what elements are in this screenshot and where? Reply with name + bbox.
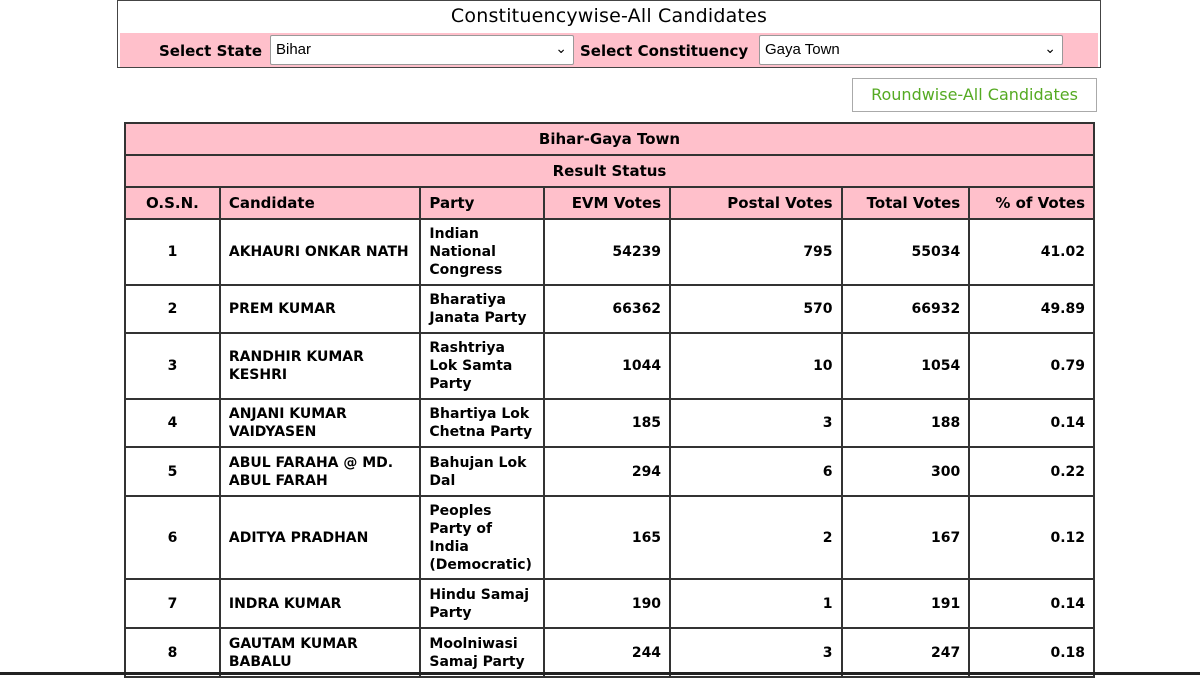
- constituency-select[interactable]: [759, 35, 1063, 65]
- candidate-cell: AKHAURI ONKAR NATH: [220, 219, 421, 285]
- percent-votes-cell: 0.79: [969, 333, 1094, 399]
- postal-votes-cell: 2: [670, 496, 841, 579]
- percent-votes-cell: 0.14: [969, 579, 1094, 628]
- total-votes-cell: 55034: [842, 219, 970, 285]
- percent-votes-cell: 41.02: [969, 219, 1094, 285]
- osn-cell: 8: [125, 628, 220, 677]
- column-header-osn: O.S.N.: [125, 187, 220, 219]
- table-row: [125, 399, 1094, 447]
- evm-votes-cell: 294: [544, 447, 670, 496]
- total-votes-cell: 188: [842, 399, 970, 447]
- osn-cell: 7: [125, 579, 220, 628]
- state-label: Select State: [159, 42, 263, 60]
- party-cell: Moolniwasi Samaj Party: [420, 628, 544, 677]
- osn-cell: 2: [125, 285, 220, 333]
- total-votes-cell: 247: [842, 628, 970, 677]
- column-header-percent-votes: % of Votes: [969, 187, 1094, 219]
- party-cell: Hindu Samaj Party: [420, 579, 544, 628]
- evm-votes-cell: 185: [544, 399, 670, 447]
- state-select[interactable]: [270, 35, 574, 65]
- result-status-heading: Result Status: [125, 155, 1094, 187]
- evm-votes-cell: 66362: [544, 285, 670, 333]
- chevron-down-icon: ⌄: [555, 40, 567, 56]
- party-cell: Rashtriya Lok Samta Party: [420, 333, 544, 399]
- postal-votes-cell: 1: [670, 579, 841, 628]
- table-row: [125, 219, 1094, 285]
- evm-votes-cell: 1044: [544, 333, 670, 399]
- table-row: [125, 447, 1094, 496]
- table-row: [125, 496, 1094, 579]
- party-cell: Bharatiya Janata Party: [420, 285, 544, 333]
- percent-votes-cell: 0.18: [969, 628, 1094, 677]
- postal-votes-cell: 6: [670, 447, 841, 496]
- select-row: [120, 33, 1098, 67]
- constituency-select-value: Gaya Town: [765, 41, 840, 58]
- column-header-candidate: Candidate: [220, 187, 421, 219]
- postal-votes-cell: 10: [670, 333, 841, 399]
- osn-cell: 1: [125, 219, 220, 285]
- chevron-down-icon: ⌄: [1044, 40, 1056, 56]
- page-title: Constituencywise-All Candidates: [450, 5, 768, 27]
- total-votes-cell: 191: [842, 579, 970, 628]
- party-cell: Peoples Party of India (Democratic): [420, 496, 544, 579]
- results-table: [124, 122, 1095, 678]
- evm-votes-cell: 54239: [544, 219, 670, 285]
- evm-votes-cell: 165: [544, 496, 670, 579]
- constituency-filter-panel: [117, 0, 1101, 68]
- evm-votes-cell: 190: [544, 579, 670, 628]
- evm-votes-cell: 244: [544, 628, 670, 677]
- total-votes-cell: 167: [842, 496, 970, 579]
- column-header-total-votes: Total Votes: [842, 187, 970, 219]
- percent-votes-cell: 0.12: [969, 496, 1094, 579]
- total-votes-cell: 66932: [842, 285, 970, 333]
- party-cell: Indian National Congress: [420, 219, 544, 285]
- candidate-cell: INDRA KUMAR: [220, 579, 421, 628]
- percent-votes-cell: 49.89: [969, 285, 1094, 333]
- column-header-evm-votes: EVM Votes: [544, 187, 670, 219]
- candidate-cell: ANJANI KUMAR VAIDYASEN: [220, 399, 421, 447]
- table-row: [125, 333, 1094, 399]
- constituency-heading: Bihar-Gaya Town: [125, 123, 1094, 155]
- postal-votes-cell: 3: [670, 628, 841, 677]
- candidate-cell: PREM KUMAR: [220, 285, 421, 333]
- party-cell: Bhartiya Lok Chetna Party: [420, 399, 544, 447]
- osn-cell: 4: [125, 399, 220, 447]
- candidate-cell: RANDHIR KUMAR KESHRI: [220, 333, 421, 399]
- osn-cell: 6: [125, 496, 220, 579]
- percent-votes-cell: 0.22: [969, 447, 1094, 496]
- party-cell: Bahujan Lok Dal: [420, 447, 544, 496]
- state-select-value: Bihar: [276, 41, 312, 58]
- column-header-party: Party: [420, 187, 544, 219]
- roundwise-all-candidates-button[interactable]: Roundwise-All Candidates: [852, 78, 1097, 112]
- percent-votes-cell: 0.14: [969, 399, 1094, 447]
- postal-votes-cell: 3: [670, 399, 841, 447]
- total-votes-cell: 300: [842, 447, 970, 496]
- table-row: [125, 628, 1094, 677]
- column-header-postal-votes: Postal Votes: [670, 187, 841, 219]
- table-row: [125, 285, 1094, 333]
- candidate-cell: ADITYA PRADHAN: [220, 496, 421, 579]
- total-votes-cell: 1054: [842, 333, 970, 399]
- candidate-cell: ABUL FARAHA @ MD. ABUL FARAH: [220, 447, 421, 496]
- constituency-label: Select Constituency: [580, 42, 749, 60]
- table-row: [125, 579, 1094, 628]
- osn-cell: 5: [125, 447, 220, 496]
- postal-votes-cell: 570: [670, 285, 841, 333]
- candidate-cell: GAUTAM KUMAR BABALU: [220, 628, 421, 677]
- postal-votes-cell: 795: [670, 219, 841, 285]
- osn-cell: 3: [125, 333, 220, 399]
